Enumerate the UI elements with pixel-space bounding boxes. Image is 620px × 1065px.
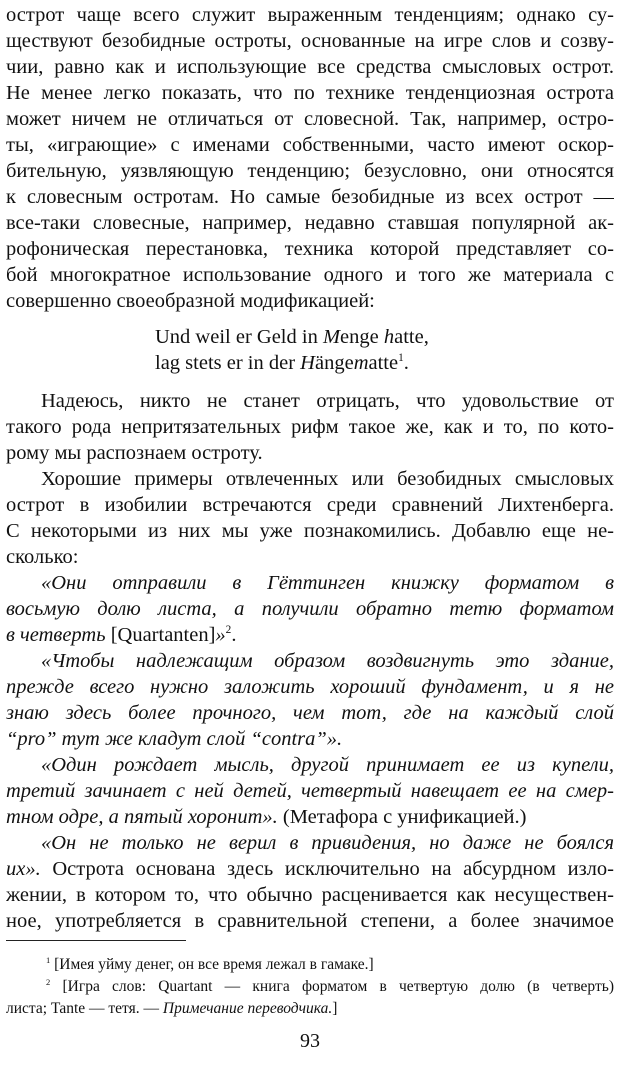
text-line: рому мы распознаем остроту. <box>6 442 263 464</box>
text-line: жении, в котором то, что обычно расценивается как несуществен- <box>6 884 614 906</box>
quote-line: восьмую долю листа, а получили обратно тетю форматом <box>6 598 614 620</box>
quote-line: «Один рождает мысль, другой принимает ее из купели, <box>41 754 614 776</box>
footnote-separator <box>6 940 186 941</box>
quote-line: прежде всего нужно заложить хороший фундамент, и я не <box>6 676 614 698</box>
text-line: Надеюсь, никто не станет отрицать, что удовольствие от <box>41 390 614 412</box>
quote-line: «Он не только не верил в привидения, но даже не боялся <box>41 832 614 854</box>
text-line: к словесным остротам. Но самые безобидные из всех острот — <box>6 186 614 208</box>
text-line: С некоторыми из них мы уже познакомились. Добавлю еще не- <box>6 520 614 542</box>
text-line: Хорошие примеры отвлеченных или безобидных смысловых <box>41 468 614 490</box>
text-line: бительную, уязвляющую тенденцию; безусловно, они относятся <box>6 160 614 182</box>
text-line: все-таки словесные, например, недавно ставшая популярной ак- <box>6 212 614 234</box>
footnote-2: $^2$ [Игра слов: Quartant — книга форматом в четвертую долю (в четверть) <box>46 976 614 995</box>
text-line: острот чаще всего служит выраженным тенденциям; однако су- <box>6 4 614 26</box>
text-line: ное, употребляется в сравнительной степени, а более значимое <box>6 910 614 932</box>
text-line: сколько: <box>6 546 79 568</box>
text-line: их». Острота основана здесь исключительно на абсурдном изло- <box>6 858 614 880</box>
text-line: чии, равно как и использующие все средства смысловых острот. <box>6 56 614 78</box>
text-line: рофоническая перестановка, техника которой представляет со- <box>6 238 614 260</box>
text-line: может ничем не отличаться от словесной. Так, например, остро- <box>6 108 614 130</box>
quote-line: в четверть [Quartanten]»$^2$. <box>6 624 237 646</box>
text-line: острот в изобилии встречаются среди сравнений Лихтенберга. <box>6 494 614 516</box>
footnote-1: $^1$ [Имея уйму денег, он все время лежал в гамаке.] <box>46 954 374 973</box>
footnote-2-continued: листа; Tante — тетя. — Примечание переводчика.] <box>6 1000 338 1017</box>
footnote-ref: 1 <box>398 352 404 365</box>
quote-line: тном одре, а пятый хоронит». (Метафора с унификацией.) <box>6 806 527 828</box>
poem-line-1: Und weil er Geld in Menge hatte, <box>155 326 429 348</box>
quote-line: «Чтобы надлежащим образом воздвигнуть это здание, <box>41 650 614 672</box>
text-line: такого рода непритязательных рифм такое же, как и то, по кото- <box>6 416 614 438</box>
text-line: Не менее легко показать, что по технике тенденциозная острота <box>6 82 614 104</box>
quote-line: знаю здесь более прочного, чем тот, где на каждый слой <box>6 702 614 724</box>
quote-line: “pro” тут же кладут слой “contra”». <box>6 728 343 750</box>
page-number: 93 <box>300 1030 320 1052</box>
footnote-ref: 2 <box>225 624 232 637</box>
quote-line: «Они отправили в Гёттинген книжку форматом в <box>41 572 614 594</box>
text-line: бой многократное использование одного и того же материала с <box>6 264 614 286</box>
text-line: совершенно своеобразной модификацией: <box>6 290 375 312</box>
quote-line: третий зачинает с ней детей, четвертый навещает ее на смер- <box>6 780 614 802</box>
text-line: ты, «играющие» с именами собственными, часто имеют оскор- <box>6 134 614 156</box>
text-line: ществуют безобидные остроты, основанные на игре слов и созву- <box>6 30 614 52</box>
poem-line-2: lag stets er in der Hängematte$^1$. <box>155 352 409 374</box>
